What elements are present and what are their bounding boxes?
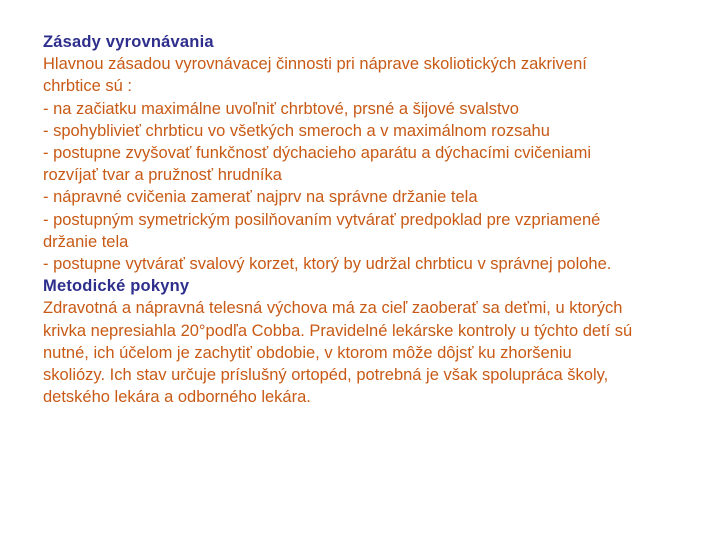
paragraph-line: detského lekára a odborného lekára. [43, 388, 311, 407]
paragraph-line: krivka nepresiahla 20°podľa Cobba. Pravidelné lekárske kontroly u týchto detí sú [43, 321, 633, 340]
list-item: - postupným symetrickým posilňovaním vytvárať predpoklad pre vzpriamené [43, 210, 601, 229]
list-item: - na začiatku maximálne uvoľniť chrbtové, prsné a šijové svalstvo [43, 99, 519, 118]
list-item-continuation: rozvíjať tvar a pružnosť hrudníka [43, 166, 282, 185]
list-item: - nápravné cvičenia zamerať najprv na správne držanie tela [43, 188, 478, 207]
text-block [43, 31, 703, 408]
paragraph-line: nutné, ich účelom je zachytiť obdobie, v ktorom môže dôjsť ku zhoršeniu [43, 343, 572, 362]
paragraph-line: Zdravotná a nápravná telesná výchova má za cieľ zaoberať sa deťmi, u ktorých [43, 299, 623, 318]
list-item: - postupne vytvárať svalový korzet, ktorý by udržal chrbticu v správnej polohe. [43, 255, 612, 274]
text-line: Hlavnou zásadou vyrovnávacej činnosti pri náprave skoliotických zakrivení [43, 55, 587, 74]
text-line: chrbtice sú : [43, 77, 132, 96]
list-item-continuation: držanie tela [43, 232, 129, 251]
list-item: - postupne zvyšovať funkčnosť dýchacieho aparátu a dýchacími cvičeniami [43, 144, 591, 163]
section-heading-metodicke-pokyny: Metodické pokyny [43, 277, 190, 296]
paragraph-line: skoliózy. Ich stav určuje príslušný ortopéd, potrebná je však spolupráca školy, [43, 366, 609, 385]
list-item: - spohyblivieť chrbticu vo všetkých smeroch a v maximálnom rozsahu [43, 121, 550, 140]
section-heading-zasady: Zásady vyrovnávania [43, 33, 214, 51]
